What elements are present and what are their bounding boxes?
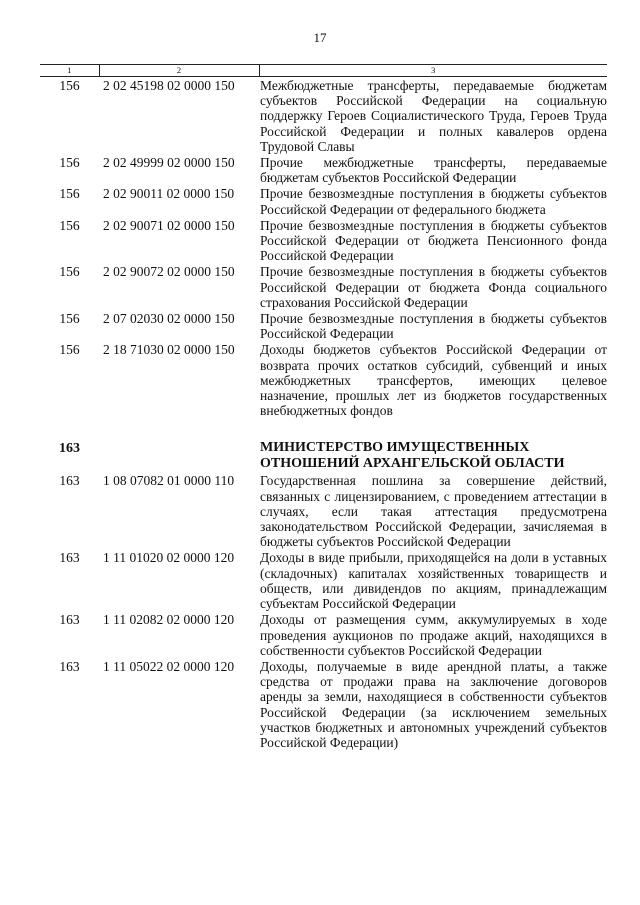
admin-code-cell: 163 [59,550,80,566]
table-row [40,217,607,264]
revenue-name-cell: Доходы в виде прибыли, приходящейся на доли в уставных (складочных) капиталах хозяйственных товариществ и обществ, или дивидендов по акциям, принадлежащим субъектам Российской Федерации [260,550,607,612]
admin-code-cell: 156 [59,342,80,358]
budget-code-cell: 1 11 02082 02 0000 120 [103,612,235,628]
admin-code-cell: 156 [59,311,80,327]
budget-code-cell: 2 02 90011 02 0000 150 [103,186,235,202]
table-row [40,154,607,185]
budget-code-cell: 2 02 90072 02 0000 150 [103,264,235,280]
admin-code-cell: 156 [59,217,80,233]
budget-code-cell: 1 08 07082 01 0000 110 [103,473,235,489]
table-row [40,549,607,611]
revenue-name-cell: Прочие безвозмездные поступления в бюджеты субъектов Российской Федерации от федерального бюджета [260,186,607,217]
admin-code-cell: 163 [59,473,80,489]
table-row [40,658,607,750]
section-empty-cell [99,440,259,472]
table-row [40,310,607,341]
revenue-name-cell: Прочие безвозмездные поступления в бюджеты субъектов Российской Федерации от бюджета Пенсионного фонда Российской Федерации [260,217,607,264]
budget-code-cell: 2 18 71030 02 0000 150 [103,342,235,358]
revenue-name-cell: Доходы, получаемые в виде арендной платы, а также средства от продажи права на заключение договоров аренды за земли, находящиеся в собственности субъектов Российской Федерации (за исключением земельных участков бюджетных и автономных учреждений субъектов Российской Федерации) [260,658,607,750]
revenue-name-cell: Межбюджетные трансферты, передаваемые бюджетам субъектов Российской Федерации на социальную поддержку Героев Социалистического Труда, Героев Труда Российской Федерации и полных кавалеров ордена Трудовой Славы [260,78,607,154]
table-row [40,611,607,658]
admin-code-cell: 163 [59,658,80,674]
table-row [40,472,607,549]
admin-code-cell: 156 [59,186,80,202]
budget-code-cell: 2 02 49999 02 0000 150 [103,155,235,171]
page-number: 17 [313,30,327,45]
budget-code-cell: 2 02 45198 02 0000 150 [103,78,235,93]
table-row [40,341,607,418]
column-number-2: 2 [99,65,259,77]
revenue-name-cell: Государственная пошлина за совершение действий, связанных с лицензированием, с проведением аттестации в случаях, если такая аттестация предусмотрена законодательством Российской Федерации, зачисляемая в бюджеты субъектов Российской Федерации [260,473,607,550]
column-number-1: 1 [40,65,99,77]
table-row [40,77,607,155]
spacer-row [40,418,607,440]
budget-code-cell: 1 11 05022 02 0000 120 [103,658,235,674]
revenue-name-cell: Прочие межбюджетные трансферты, передаваемые бюджетам субъектов Российской Федерации [260,155,607,186]
section-title: МИНИСТЕРСТВО ИМУЩЕСТВЕННЫХ ОТНОШЕНИЙ АРХАНГЕЛЬСКОЙ ОБЛАСТИ [260,440,565,472]
admin-code-cell: 156 [59,264,80,280]
budget-code-cell: 2 07 02030 02 0000 150 [103,311,235,327]
table-row [40,263,607,310]
revenue-name-cell: Прочие безвозмездные поступления в бюджеты субъектов Российской Федерации от бюджета Фонда социального страхования Российской Федерации [260,264,607,310]
column-number-3: 3 [259,65,607,77]
revenue-codes-table [40,64,607,750]
revenue-name-cell: Доходы бюджетов субъектов Российской Федерации от возврата прочих остатков субсидий, субвенций и иных межбюджетных трансфертов, имеющих целевое назначение, прошлых лет из бюджетов государственных внебюджетных фондов [260,342,607,419]
table-row [40,185,607,216]
budget-code-cell: 1 11 01020 02 0000 120 [103,550,235,566]
section-header-row [40,440,607,472]
table-header [40,65,607,77]
admin-code-cell: 156 [59,155,80,171]
table-body [40,77,607,751]
section-admin-code: 163 [59,441,80,457]
budget-code-cell: 2 02 90071 02 0000 150 [103,217,235,233]
revenue-name-cell: Доходы от размещения сумм, аккумулируемых в ходе проведения аукционов по продаже акций, находящихся в собственности субъектов Российской Федерации [260,612,607,658]
admin-code-cell: 156 [59,78,80,93]
revenue-name-cell: Прочие безвозмездные поступления в бюджеты субъектов Российской Федерации [260,311,607,342]
admin-code-cell: 163 [59,612,80,628]
